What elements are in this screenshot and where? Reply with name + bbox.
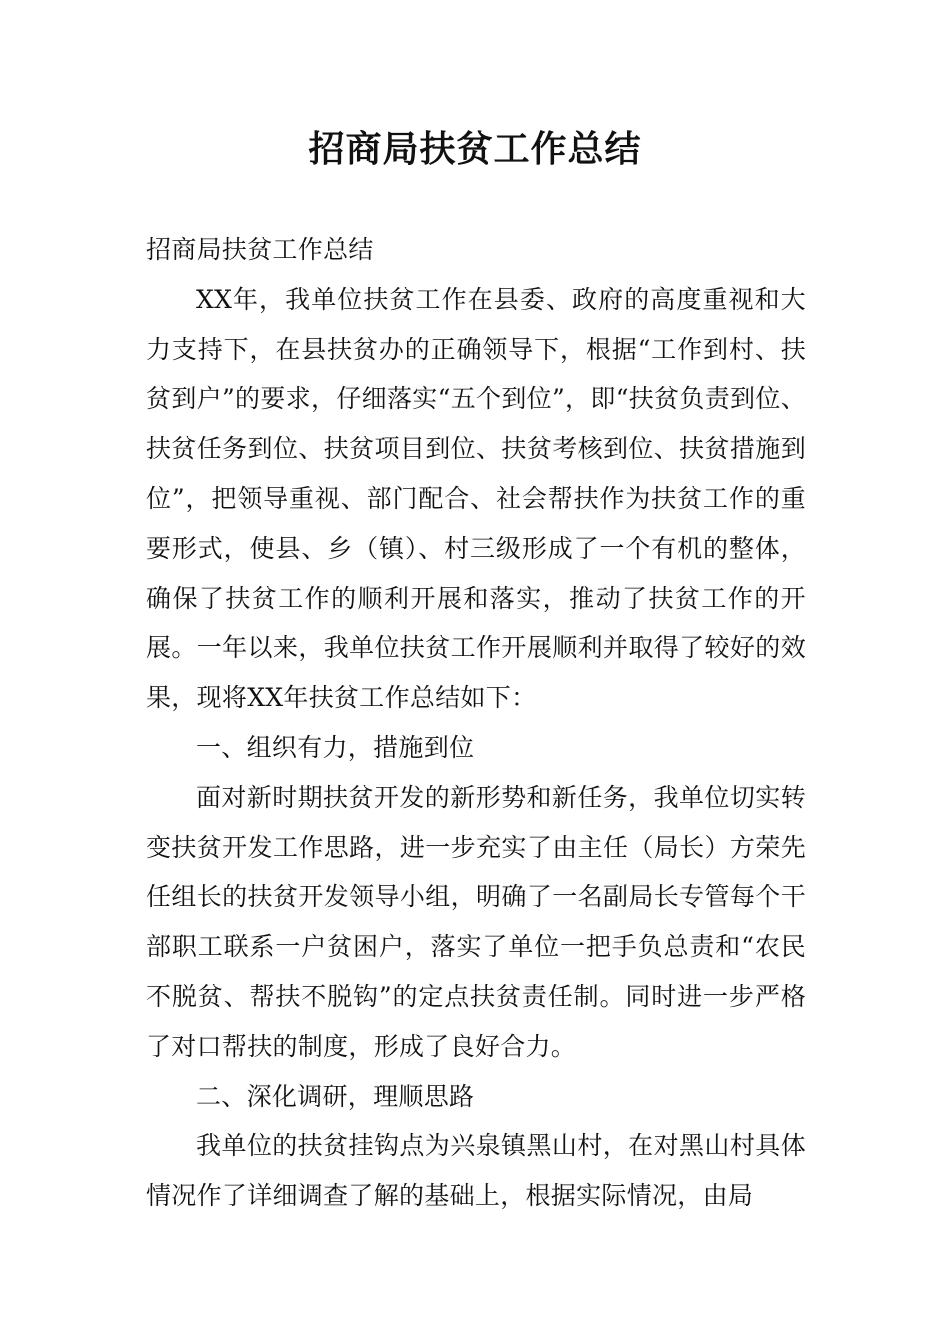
section-heading-2: 二、深化调研，理顺思路 [196, 1081, 475, 1111]
section-heading-1: 一、组织有力，措施到位 [196, 732, 475, 762]
document-body [146, 225, 806, 1221]
document-title: 招商局扶贫工作总结 [308, 129, 642, 170]
paragraph-section-1: 面对新时期扶贫开发的新形势和新任务，我单位切实转变扶贫开发工作思路，进一步充实了由主任（局长）方荣先任组长的扶贫开发领导小组，明确了一名副局长专管每个干部职工联系一户贫困户，落实了单位一把手负总责和“农民不脱贫、帮扶不脱钩”的定点扶贫责任制。同时进一步严格了对口帮扶的制度，形成了良好合力。 [146, 782, 806, 1061]
paragraph-section-2: 我单位的扶贫挂钩点为兴泉镇黑山村，在对黑山村具体情况作了详细调查了解的基础上，根据实际情况，由局 [146, 1131, 806, 1211]
paragraph-subtitle: 招商局扶贫工作总结 [146, 235, 374, 264]
paragraph-intro: XX年，我单位扶贫工作在县委、政府的高度重视和大力支持下，在县扶贫办的正确领导下，根据“工作到村、扶贫到户”的要求，仔细落实“五个到位”，即“扶贫负责到位、扶贫任务到位、扶贫项目到位、扶贫考核到位、扶贫措施到位”，把领导重视、部门配合、社会帮扶作为扶贫工作的重要形式，使县、乡（镇）、村三级形成了一个有机的整体，确保了扶贫工作的顺利开展和落实，推动了扶贫工作的开展。一年以来，我单位扶贫工作开展顺利并取得了较好的效果，现将XX年扶贫工作总结如下： [146, 284, 806, 713]
